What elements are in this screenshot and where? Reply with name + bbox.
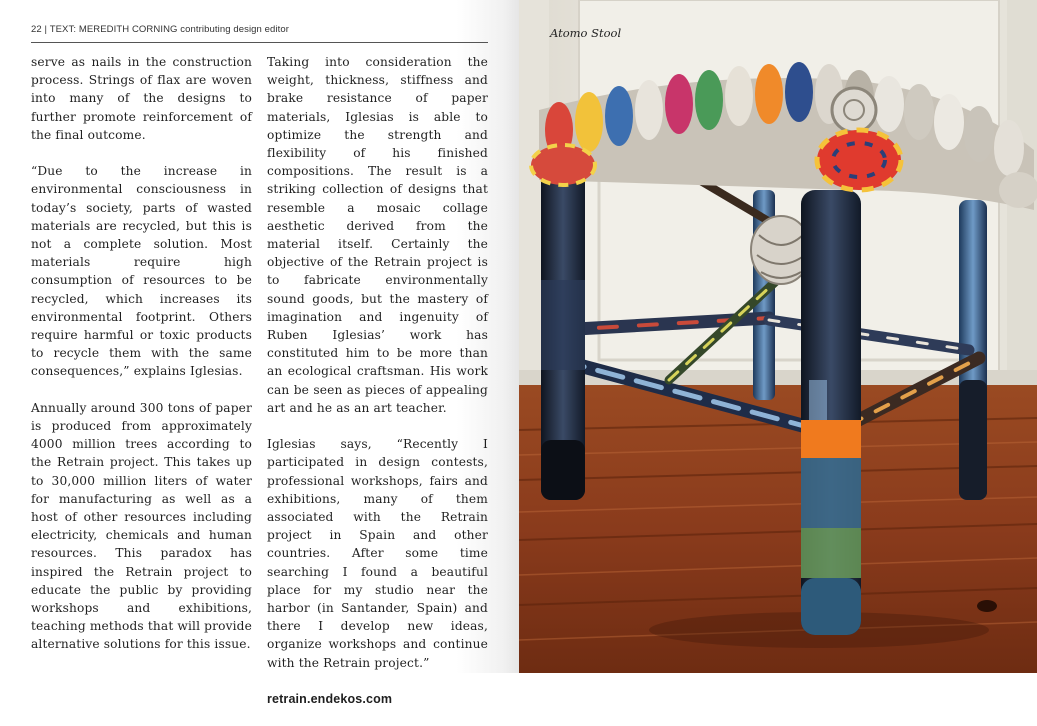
header-rule	[31, 42, 488, 43]
paragraph: “Due to the increase in environmental consciousness in today’s society, parts of wasted materials are recycled, but this is not a complete solution. Most materials require high consumption of resources to be recycled, which increases its environmental footprint. Others require harmful or toxic products to recycle them with the same consequences,” explains Iglesias.	[31, 164, 252, 379]
website-link[interactable]: retrain.endekos.com	[267, 692, 393, 707]
page-number: 22	[31, 24, 42, 35]
author-role: contributing design editor	[180, 24, 290, 35]
header-separator: |	[44, 24, 48, 35]
stool-photo	[519, 0, 1037, 673]
paragraph: serve as nails in the construction process. Strings of flax are woven into many of the designs to further promote reinforcement of the final outcome.	[31, 55, 252, 142]
paragraph: Iglesias says, “Recently I participated in design contests, professional workshops, fairs and exhibitions, many of them associated with the Retrain project in Spain and other countries. After some time searching I found a beautiful place for my studio near the harbor (in Santander, Spain) and there I develop new ideas, organize workshops and continue with the Retrain project.”	[267, 437, 488, 670]
author-name: MEREDITH CORNING	[78, 24, 178, 35]
paragraph: Annually around 300 tons of paper is produced from approximately 4000 million trees according to the Retrain project. This takes up to 30,000 million liters of water for manufacturing as well as a host of other resources including electricity, chemicals and human resources. This paradox has inspired the Retrain project to educate the public by providing workshops and exhibitions, teaching methods that will provide alternative solutions for this issue.	[31, 400, 252, 652]
credit-prefix: TEXT:	[49, 24, 77, 35]
paragraph: Taking into consideration the weight, thickness, stiffness and brake resistance of paper materials, Iglesias is able to optimize the strength and flexibility of his finished compositions. The result is a striking collection of designs that resemble a mosaic collage aesthetic derived from the material itself. Certainly the objective of the Retrain project is to fabricate environmentally sound goods, but the mastery of imagination and ingenuity of Ruben Iglesias’ work has constituted him to be more than an ecological craftsman. His work can be seen as pieces of appealing art and he as an art teacher.	[267, 55, 488, 415]
photo-caption: Atomo Stool	[550, 26, 622, 40]
orange-band	[801, 420, 861, 458]
page-header	[31, 24, 488, 35]
text-column-2	[267, 53, 488, 726]
left-page	[0, 0, 519, 707]
floor-knot	[977, 600, 997, 612]
text-column-1	[31, 53, 252, 672]
right-page-photo	[519, 0, 1037, 673]
